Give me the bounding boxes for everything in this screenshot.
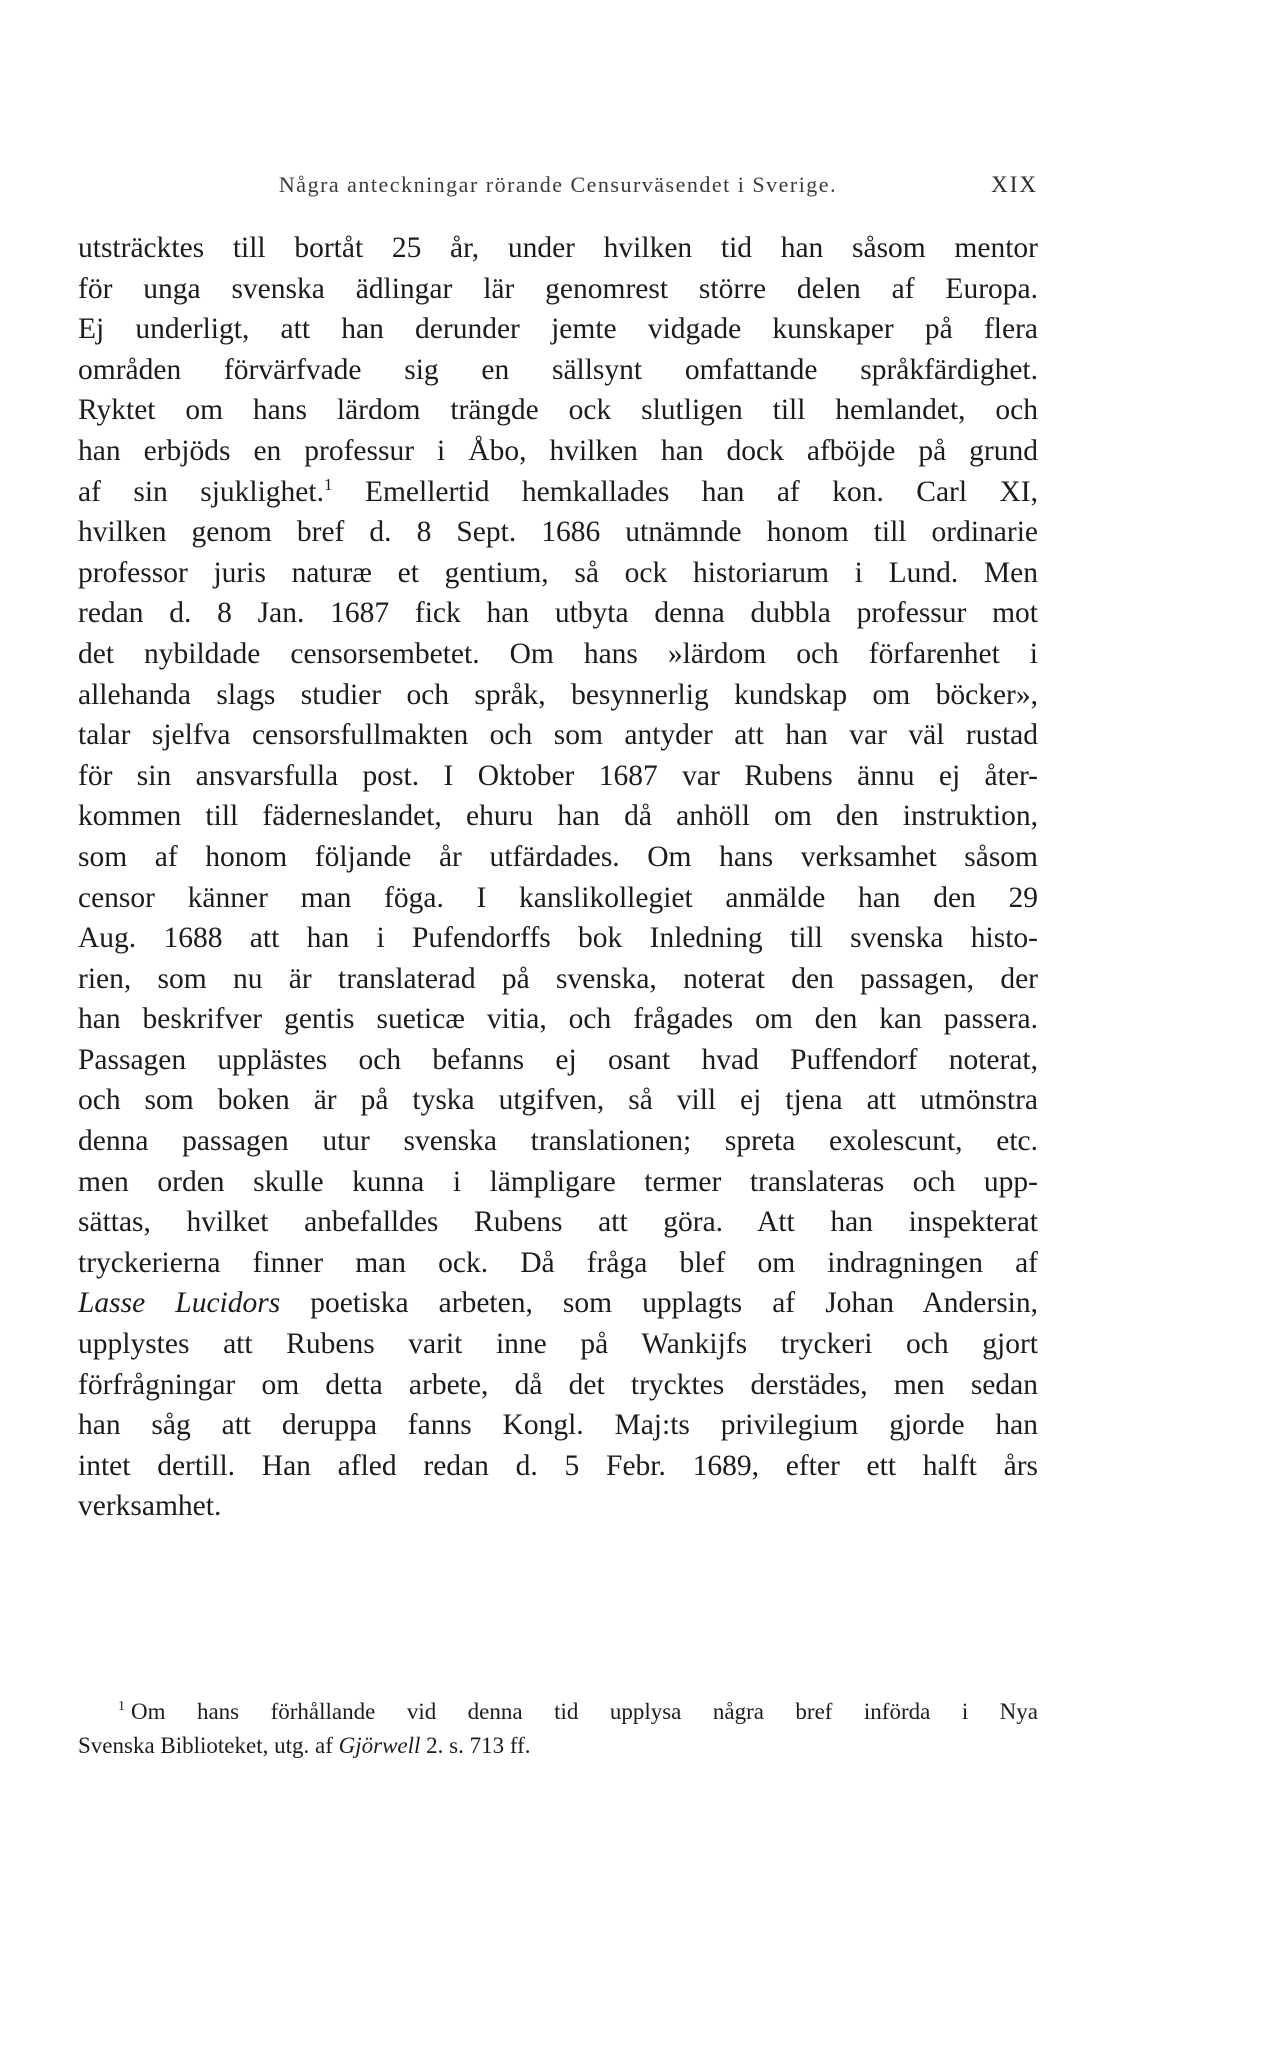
- text-line: Ej underligt, att han derunder jemte vidgade kunskaper på flera: [78, 313, 1038, 346]
- text-line: han såg att deruppa fanns Kongl. Maj:ts privilegium gjorde han: [78, 1409, 1038, 1442]
- text-line: för sin ansvarsfulla post. I Oktober 1687 var Rubens ännu ej åter-: [78, 759, 1038, 792]
- text-line: kommen till fäderneslandet, ehuru han då anhöll om den instruktion,: [78, 800, 1038, 833]
- text-line: Passagen upplästes och befanns ej osant hvad Puffendorf noterat,: [78, 1043, 1038, 1076]
- text-line: förfrågningar om detta arbete, då det trycktes derstädes, men sedan: [78, 1368, 1038, 1401]
- text-line: han beskrifver gentis sueticæ vitia, och frågades om den kan passera.: [78, 1003, 1038, 1036]
- text-line: för unga svenska ädlingar lär genomrest större delen af Europa.: [78, 272, 1038, 305]
- page-header: [78, 172, 1038, 208]
- text-fragment: Om hans förhållande vid denna tid upplysa några bref införda i Nya: [131, 1699, 1038, 1724]
- text-line: talar sjelfva censorsfullmakten och som antyder att han var väl rustad: [78, 719, 1038, 752]
- page-number: XIX: [991, 172, 1038, 197]
- text-fragment: af sin sjuklighet.: [78, 475, 324, 508]
- text-fragment: poetiska arbeten, som upplagts af Johan Andersin,: [310, 1287, 1038, 1320]
- text-line: upplystes att Rubens varit inne på Wankijfs tryckeri och gjort: [78, 1328, 1038, 1361]
- text-line: rien, som nu är translaterad på svenska, noterat den passagen, der: [78, 962, 1038, 995]
- text-line: men orden skulle kunna i lämpligare termer translateras och upp-: [78, 1165, 1038, 1198]
- text-fragment: Emellertid hemkallades han af kon. Carl XI,: [364, 475, 1038, 508]
- text-line: det nybildade censorsembetet. Om hans »lärdom och förfarenhet i: [78, 637, 1038, 670]
- footnote-line: [78, 1695, 1038, 1729]
- text-line: sättas, hvilket anbefalldes Rubens att göra. Att han inspekterat: [78, 1206, 1038, 1239]
- text-line: tryckerierna finner man ock. Då fråga blef om indragningen af: [78, 1246, 1038, 1279]
- text-line: och som boken är på tyska utgifven, så vill ej tjena att utmönstra: [78, 1084, 1038, 1117]
- text-line: [78, 1283, 1038, 1324]
- text-line: verksamhet.: [78, 1490, 222, 1523]
- text-fragment: Svenska Biblioteket, utg. af: [78, 1733, 339, 1758]
- text-line: intet dertill. Han afled redan d. 5 Febr. 1689, efter ett halft års: [78, 1449, 1038, 1482]
- italic-name: Lasse Lucidors: [78, 1287, 281, 1320]
- running-title: Några anteckningar rörande Censurväsendet i Sverige.: [278, 172, 838, 197]
- footnotes: [78, 1695, 1038, 1763]
- text-line: han erbjöds en professur i Åbo, hvilken han dock afböjde på grund: [78, 434, 1038, 467]
- text-line: professor juris naturæ et gentium, så ock historiarum i Lund. Men: [78, 556, 1038, 589]
- body-text: [78, 228, 1038, 1527]
- text-line: områden förvärfvade sig en sällsynt omfattande språkfärdighet.: [78, 353, 1038, 386]
- text-line: denna passagen utur svenska translationen; spreta exolescunt, etc.: [78, 1125, 1038, 1158]
- text-line: Aug. 1688 att han i Pufendorffs bok Inledning till svenska histo-: [78, 922, 1038, 955]
- footnote-line: [78, 1729, 1038, 1763]
- text-line: allehanda slags studier och språk, besynnerlig kundskap om böcker»,: [78, 678, 1038, 711]
- footnote-marker: 1: [323, 474, 333, 494]
- text-fragment: 2. s. 713 ff.: [420, 1733, 531, 1758]
- text-line: som af honom följande år utfärdades. Om hans verksamhet såsom: [78, 840, 1038, 873]
- text-line: censor känner man föga. I kanslikollegiet anmälde han den 29: [78, 881, 1038, 914]
- text-line: utsträcktes till bortåt 25 år, under hvilken tid han såsom mentor: [78, 232, 1038, 264]
- text-line: Ryktet om hans lärdom trängde ock slutligen till hemlandet, och: [78, 394, 1038, 427]
- text-line: redan d. 8 Jan. 1687 fick han utbyta denna dubbla professur mot: [78, 597, 1038, 630]
- text-line: [78, 472, 1038, 513]
- footnote-number: 1: [118, 1699, 125, 1715]
- italic-name: Gjörwell: [338, 1733, 421, 1758]
- text-line: hvilken genom bref d. 8 Sept. 1686 utnämnde honom till ordinarie: [78, 516, 1038, 549]
